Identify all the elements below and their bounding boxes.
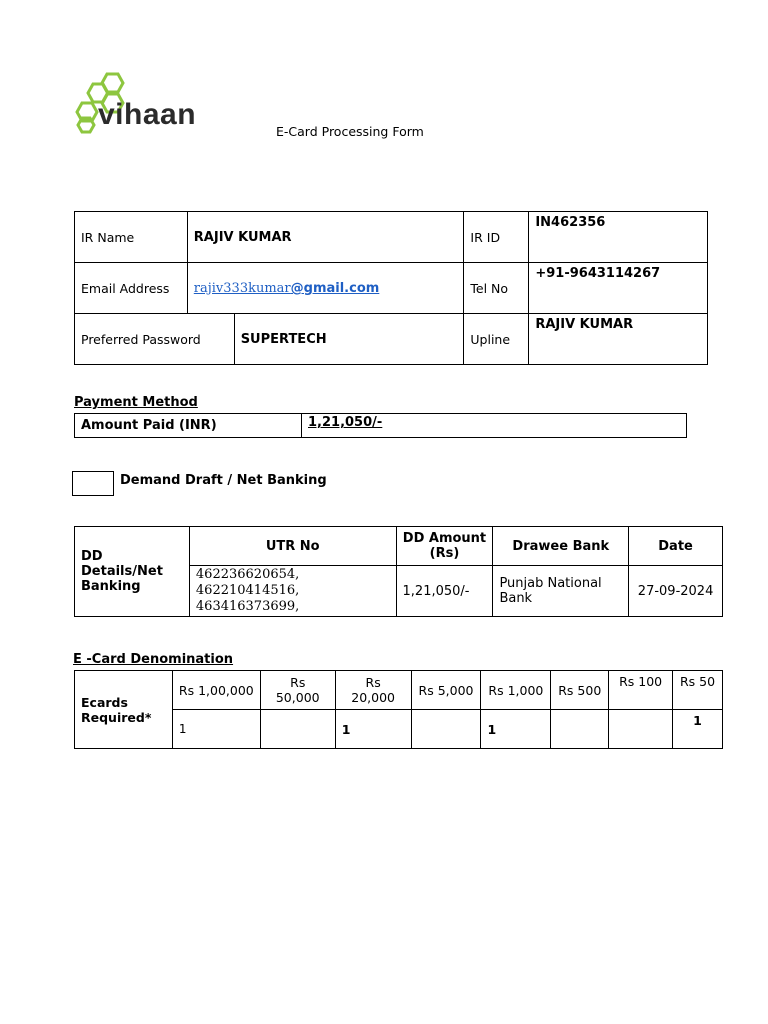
- email-user: rajiv333kumar: [193, 281, 291, 296]
- quantity-cell[interactable]: [609, 710, 673, 749]
- denomination-header: Rs 1,000: [481, 671, 551, 710]
- tel-label: Tel No: [464, 263, 529, 314]
- payment-table: [74, 413, 687, 438]
- utr-line: 463416373699,: [195, 599, 300, 614]
- quantity-cell[interactable]: 1: [673, 710, 723, 749]
- ir-id-label: IR ID: [464, 212, 529, 263]
- vihaan-logo: [74, 72, 216, 134]
- quantity-cell[interactable]: [260, 710, 335, 749]
- denomination-header: Rs 1,00,000: [172, 671, 260, 710]
- password-value: SUPERTECH: [234, 314, 464, 365]
- password-label: Preferred Password: [75, 314, 235, 365]
- demand-draft-label: Demand Draft / Net Banking: [120, 473, 327, 488]
- form-title: E-Card Processing Form: [276, 124, 424, 139]
- date-header: Date: [629, 527, 723, 566]
- utr-header: UTR No: [189, 527, 396, 566]
- payment-method-heading: Payment Method: [74, 395, 198, 410]
- ir-name-value: RAJIV KUMAR: [187, 212, 464, 263]
- amount-paid-value: 1,21,050/-: [302, 414, 687, 438]
- denomination-header: Rs 500: [551, 671, 609, 710]
- utr-cell: [189, 566, 396, 617]
- dd-amount-header: DD Amount (Rs): [396, 527, 493, 566]
- email-value: [187, 263, 464, 314]
- logo-wordmark: vihaan: [98, 98, 197, 131]
- dd-details-label: DD Details/Net Banking: [75, 527, 190, 617]
- quantity-cell[interactable]: [551, 710, 609, 749]
- email-label: Email Address: [75, 263, 188, 314]
- drawee-bank-header: Drawee Bank: [493, 527, 629, 566]
- dd-details-table: [74, 526, 723, 617]
- denomination-header: Rs 5,000: [411, 671, 481, 710]
- amount-paid-label: Amount Paid (INR): [75, 414, 302, 438]
- quantity-cell[interactable]: 1: [172, 710, 260, 749]
- tel-value: +91-9643114267: [529, 263, 708, 314]
- ir-info-table: [74, 211, 708, 365]
- utr-line: 462236620654,: [195, 567, 300, 582]
- ecard-table: [74, 670, 723, 749]
- ir-id-value: IN462356: [529, 212, 708, 263]
- denomination-header: Rs 20,000: [335, 671, 411, 710]
- denomination-header: Rs 50: [673, 671, 723, 710]
- ir-name-label: IR Name: [75, 212, 188, 263]
- quantity-cell[interactable]: 1: [335, 710, 411, 749]
- denomination-header: Rs 50,000: [260, 671, 335, 710]
- drawee-bank-value: Punjab National Bank: [493, 566, 629, 617]
- email-domain: @gmail.com: [290, 281, 380, 296]
- utr-line: 462210414516,: [195, 583, 300, 598]
- quantity-cell[interactable]: [411, 710, 481, 749]
- denomination-header: Rs 100: [609, 671, 673, 710]
- date-value: 27-09-2024: [629, 566, 723, 617]
- quantity-cell[interactable]: 1: [481, 710, 551, 749]
- upline-label: Upline: [464, 314, 529, 365]
- dd-amount-value: 1,21,050/-: [396, 566, 493, 617]
- upline-value: RAJIV KUMAR: [529, 314, 708, 365]
- demand-draft-checkbox[interactable]: [72, 471, 114, 496]
- email-link[interactable]: [194, 280, 380, 295]
- ecards-required-label: Ecards Required*: [75, 671, 173, 749]
- ecard-denomination-heading: E -Card Denomination: [73, 652, 234, 667]
